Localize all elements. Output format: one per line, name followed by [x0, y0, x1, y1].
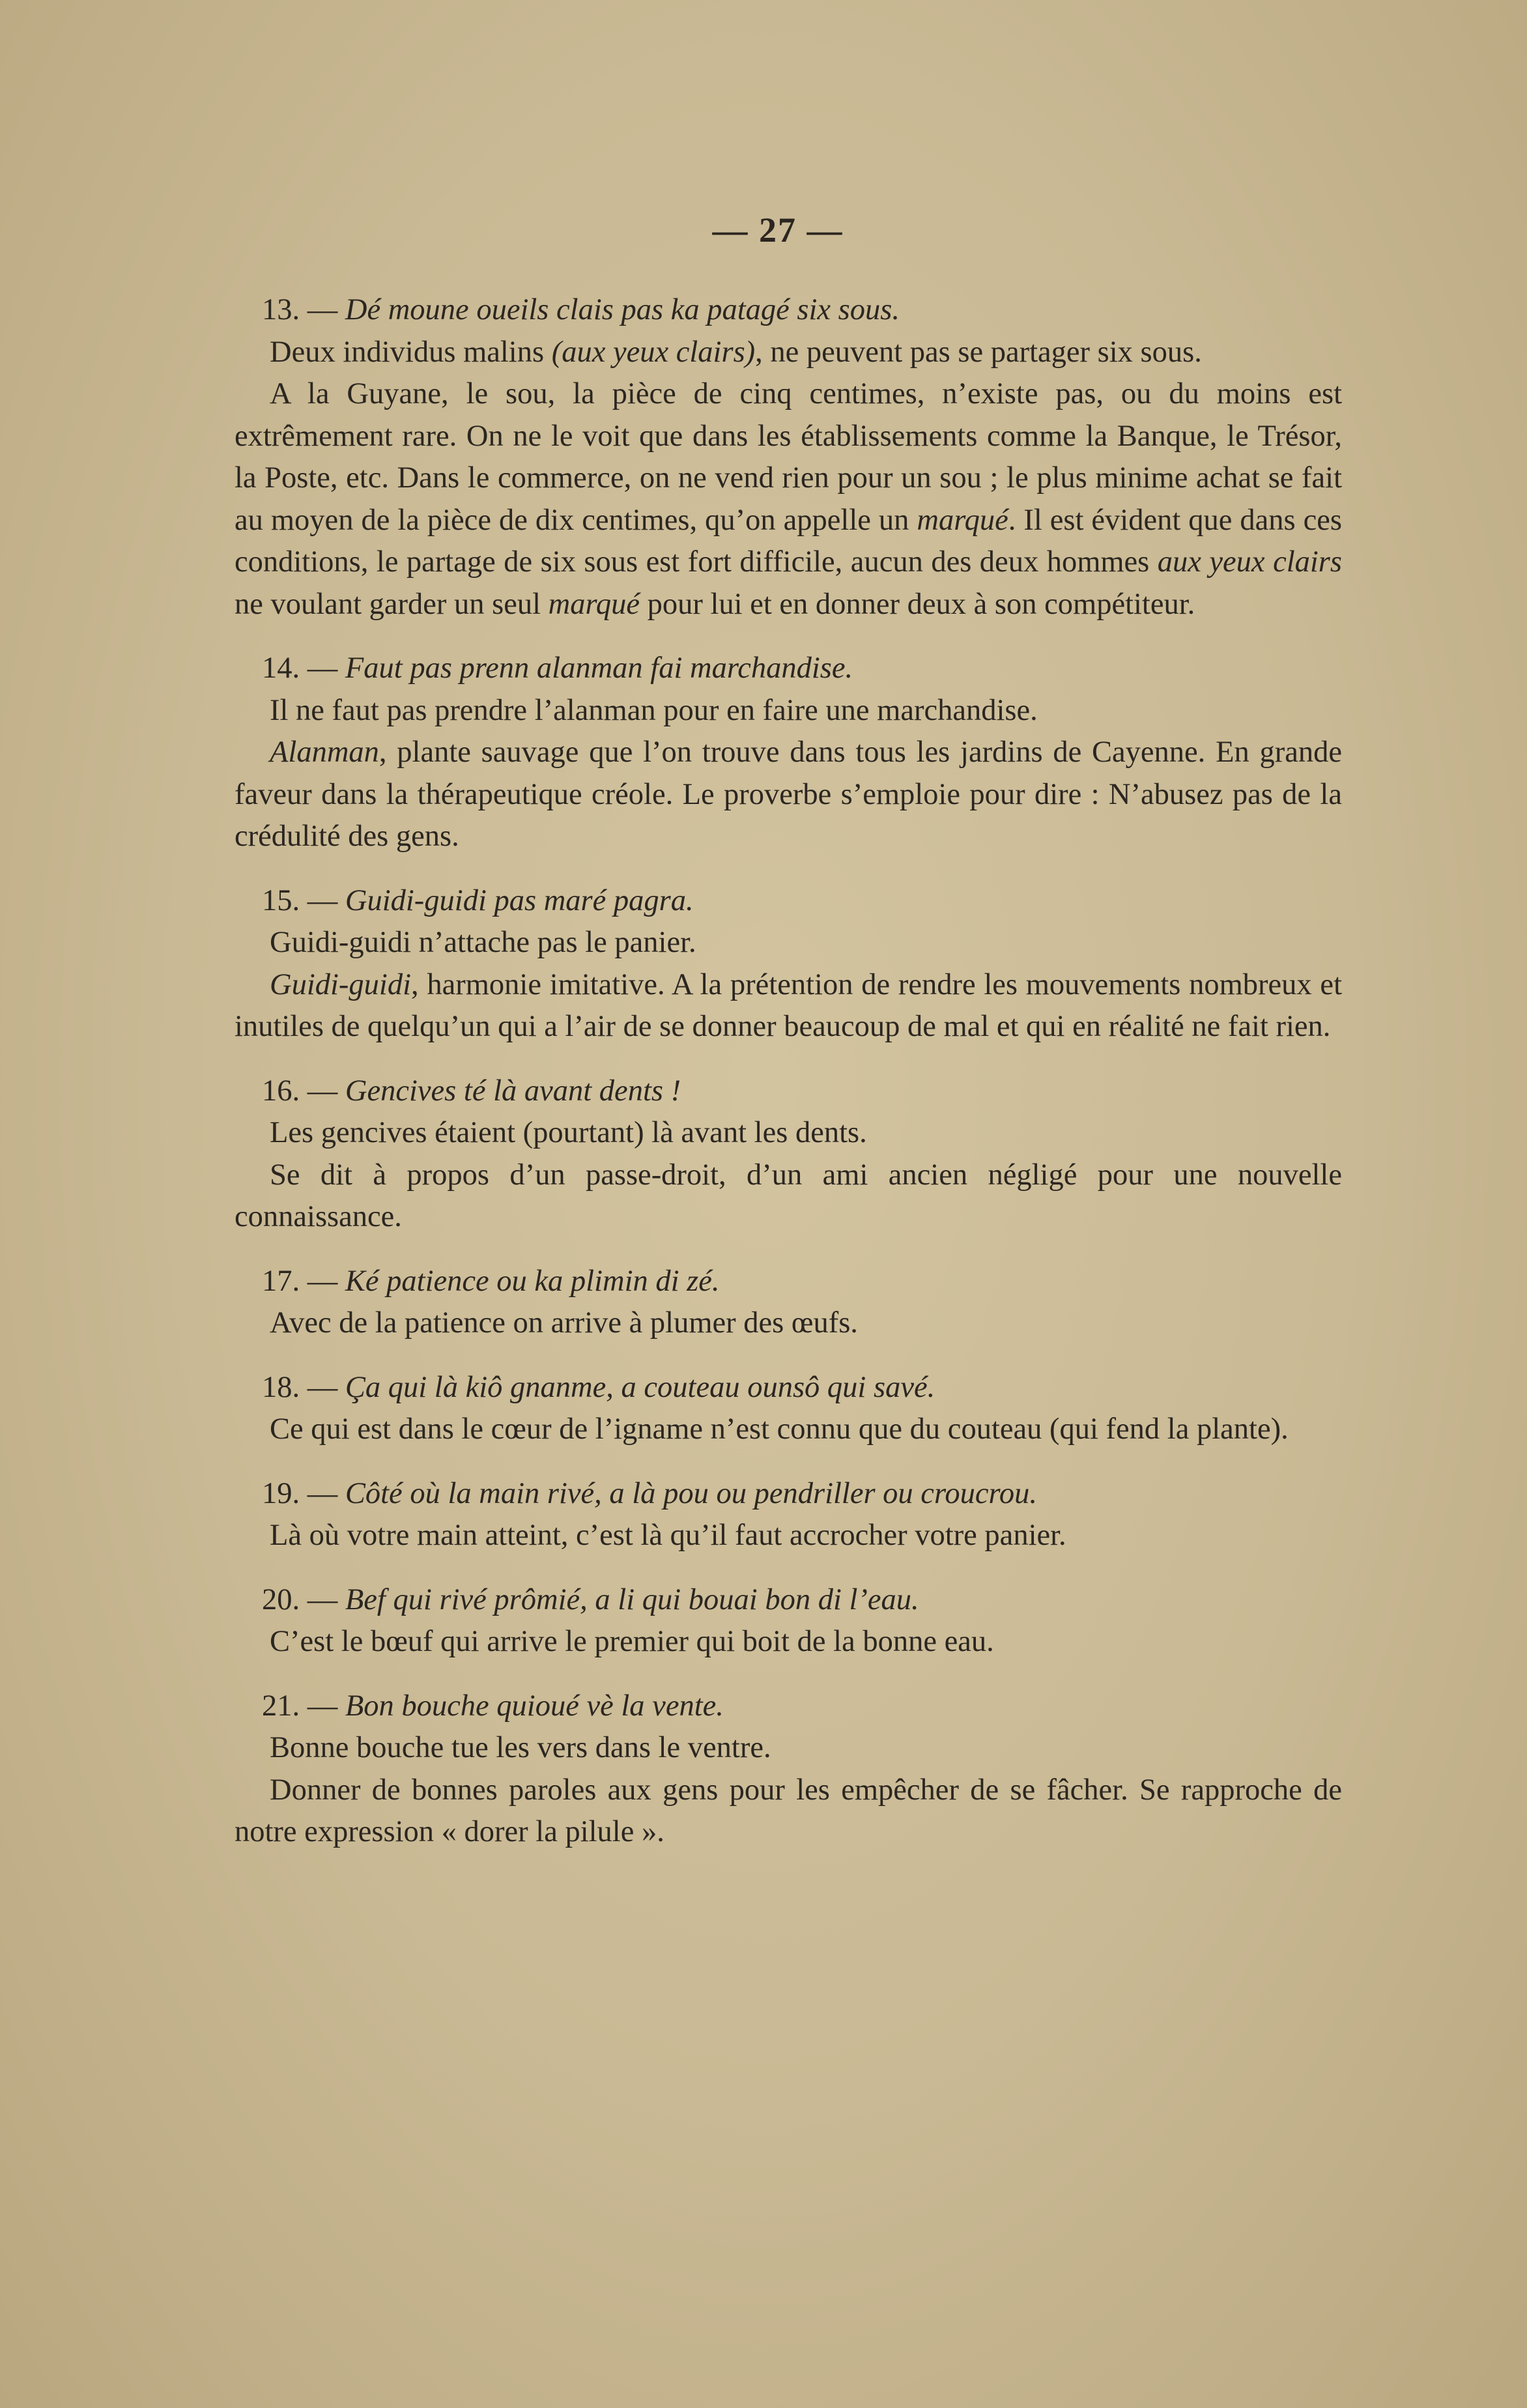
commentary: Se dit à propos d’un passe-droit, d’un ami ancien négligé pour une nouvelle connaissance. [235, 1158, 1342, 1233]
entry-number: 15. [262, 883, 300, 917]
proverb-line: 20. — Bef qui rivé prômié, a li qui bouai bon di l’eau. [262, 1583, 919, 1616]
translation: Guidi-guidi n’attache pas le panier. [270, 926, 696, 959]
proverb-line: 19. — Côté où la main rivé, a là pou ou pendriller ou croucrou. [262, 1476, 1037, 1510]
creole-proverb: Ké patience ou ka plimin di zé. [345, 1264, 720, 1298]
proverb-entry-17 [235, 1261, 1342, 1345]
entry-number: 21. [262, 1689, 300, 1723]
proverbs-text [235, 289, 1342, 1876]
proverb-entry-19 [235, 1473, 1342, 1557]
entry-number: 18. [262, 1370, 300, 1404]
proverb-entry-21 [235, 1685, 1342, 1854]
translation: Avec de la patience on arrive à plumer des œufs. [270, 1306, 858, 1340]
creole-proverb: Faut pas prenn alanman fai marchandise. [345, 652, 853, 685]
entry-number: 13. [262, 293, 300, 326]
translation: C’est le bœuf qui arrive le premier qui boit de la bonne eau. [270, 1625, 994, 1658]
translation: Bonne bouche tue les vers dans le ventre. [270, 1731, 771, 1764]
entry-number: 19. [262, 1476, 300, 1510]
creole-proverb: Guidi-guidi pas maré pagra. [345, 883, 694, 917]
translation: Les gencives étaient (pourtant) là avant les dents. [270, 1116, 867, 1149]
entry-number: 20. [262, 1583, 300, 1616]
proverb-line: 17. — Ké patience ou ka plimin di zé. [262, 1264, 720, 1298]
proverb-entry-20 [235, 1579, 1342, 1663]
entry-number: 16. [262, 1074, 300, 1108]
entry-number: 14. [262, 652, 300, 685]
creole-proverb: Gencives té là avant dents ! [345, 1074, 681, 1108]
commentary: Alanman, plante sauvage que l’on trouve dans tous les jardins de Cayenne. En grande faveur dans la thérapeutique créole. Le proverbe s’emploie pour dire : N’abusez pas de la crédulité des gens. [235, 736, 1342, 853]
proverb-line: 15. — Guidi-guidi pas maré pagra. [262, 883, 694, 917]
proverb-entry-15 [235, 880, 1342, 1048]
proverb-entry-16 [235, 1070, 1342, 1239]
commentary: Guidi-guidi, harmonie imitative. A la prétention de rendre les mouvements nombreux et inutiles de quelqu’un qui a l’air de se donner beaucoup de mal et qui en réalité ne fait rien. [235, 968, 1342, 1043]
proverb-line: 13. — Dé moune oueils clais pas ka patagé six sous. [262, 293, 900, 326]
proverb-line: 14. — Faut pas prenn alanman fai marchandise. [262, 652, 853, 685]
entry-number: 17. [262, 1264, 300, 1298]
translation: Ce qui est dans le cœur de l’igname n’est connu que du couteau (qui fend la plante). [270, 1412, 1289, 1446]
page-number: — 27 — [712, 210, 844, 250]
translation: Deux individus malins (aux yeux clairs), ne peuvent pas se partager six sous. [270, 335, 1202, 369]
creole-proverb: Côté où la main rivé, a là pou ou pendriller ou croucrou. [345, 1476, 1037, 1510]
proverb-entry-18 [235, 1367, 1342, 1451]
commentary: A la Guyane, le sou, la pièce de cinq centimes, n’existe pas, ou du moins est extrêmement rare. On ne le voit que dans les établissements comme la Banque, le Trésor, la Poste, etc. Dans le commerce, on ne vend rien pour un sou ; le plus minime achat se fait au moyen de la pièce de dix centimes, qu’on appelle un marqué. Il est évident que dans ces conditions, le partage de six sous est fort difficile, aucun des deux hommes aux yeux clairs ne voulant garder un seul marqué pour lui et en donner deux à son compétiteur. [235, 377, 1342, 621]
creole-proverb: Dé moune oueils clais pas ka patagé six sous. [345, 293, 900, 326]
translation: Là où votre main atteint, c’est là qu’il faut accrocher votre panier. [270, 1519, 1066, 1552]
proverb-line: 18. — Ça qui là kiô gnanme, a couteau ounsô qui savé. [262, 1370, 935, 1404]
proverb-line: 16. — Gencives té là avant dents ! [262, 1074, 681, 1108]
proverb-line: 21. — Bon bouche quioué vè la vente. [262, 1689, 724, 1723]
proverb-entry-14 [235, 648, 1342, 858]
commentary: Donner de bonnes paroles aux gens pour les empêcher de se fâcher. Se rapproche de notre expression « dorer la pilule ». [235, 1773, 1342, 1848]
proverb-entry-13 [235, 289, 1342, 625]
creole-proverb: Bef qui rivé prômié, a li qui bouai bon di l’eau. [345, 1583, 919, 1616]
creole-proverb: Bon bouche quioué vè la vente. [345, 1689, 724, 1723]
creole-proverb: Ça qui là kiô gnanme, a couteau ounsô qui savé. [345, 1370, 935, 1404]
translation: Il ne faut pas prendre l’alanman pour en faire une marchandise. [270, 693, 1038, 727]
